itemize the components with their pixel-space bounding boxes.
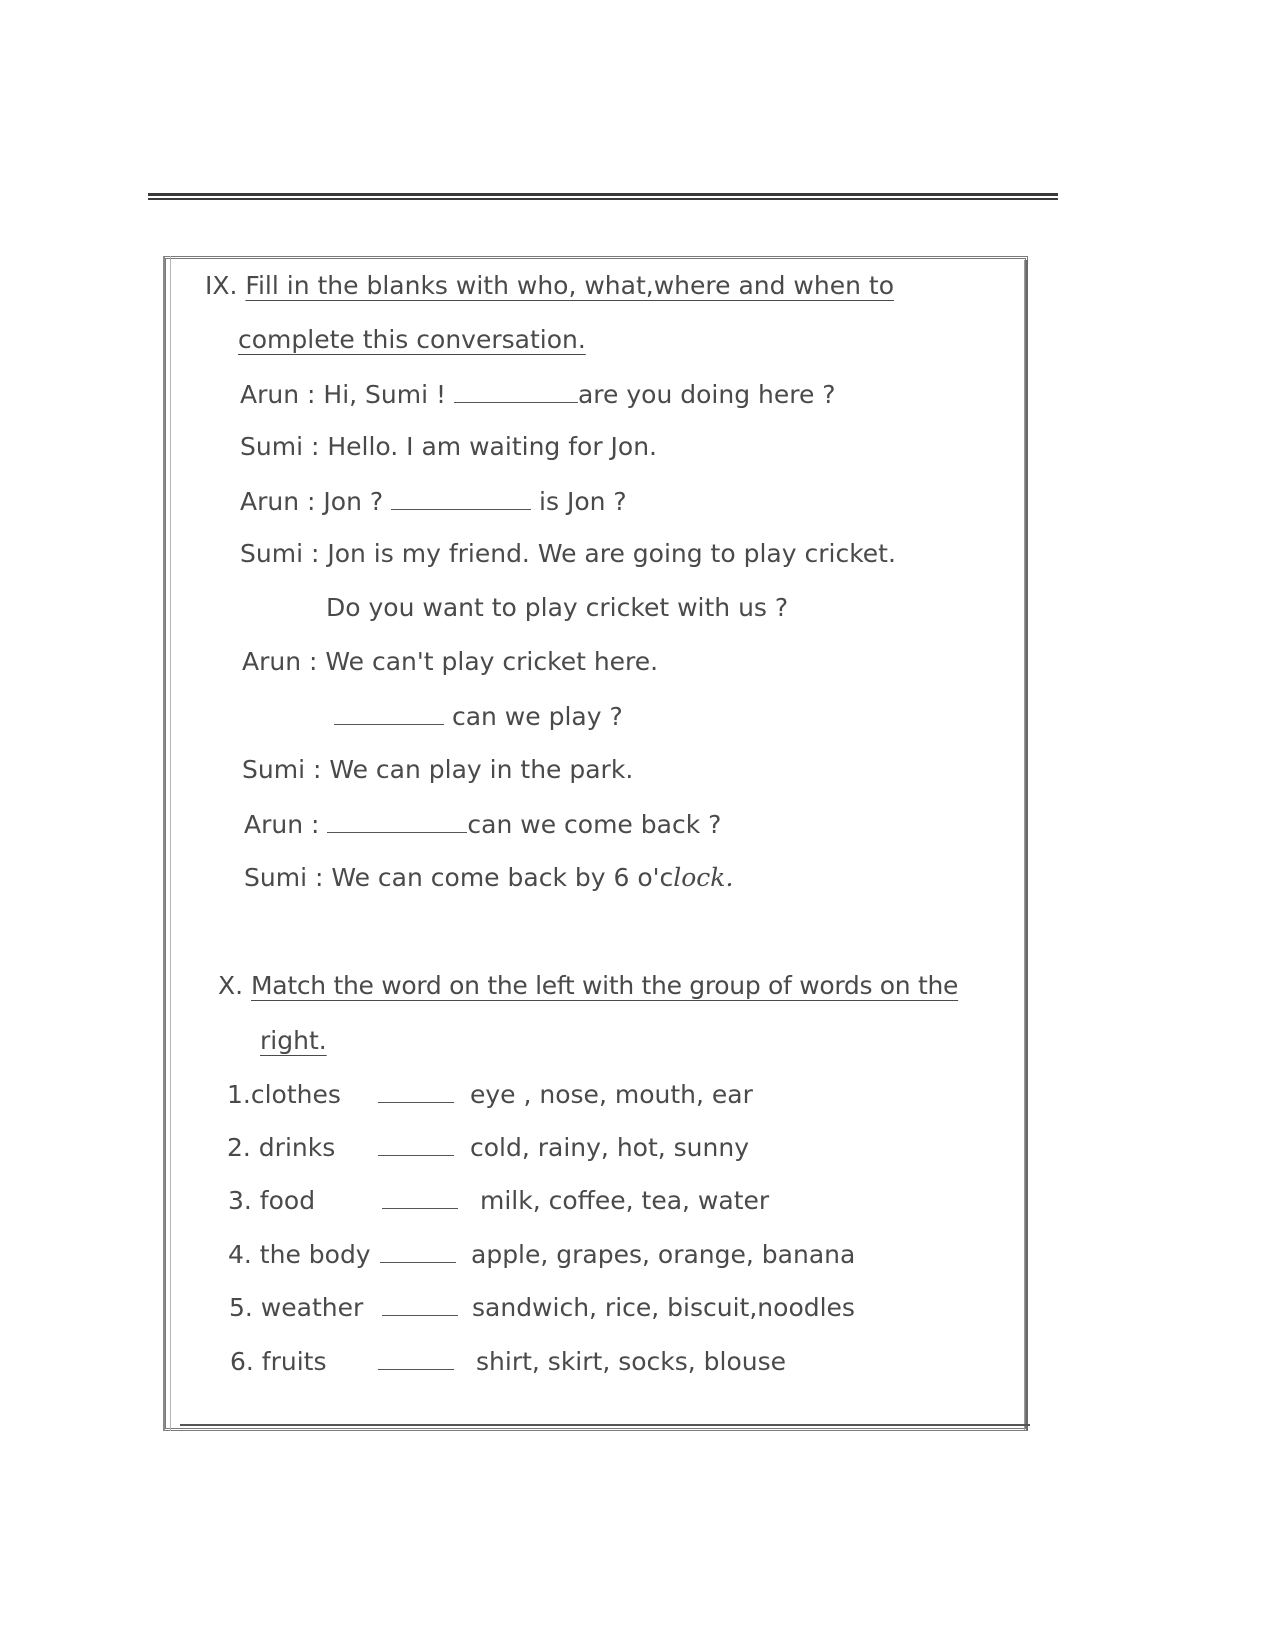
dialogue-text: Do you want to play cricket with us ? (326, 593, 789, 622)
match-blank[interactable] (380, 1240, 456, 1263)
dialogue-text: Hello. I am waiting for Jon. (327, 432, 658, 461)
dialogue-text: We can't play cricket here. (325, 647, 659, 676)
match-left-word: 5. weather (229, 1293, 364, 1322)
answer-blank[interactable] (334, 702, 444, 725)
dialogue-line-4 (240, 540, 896, 568)
dialogue-line-1 (240, 380, 836, 409)
answer-blank[interactable] (327, 810, 467, 833)
match-left-word: 6. fruits (230, 1347, 327, 1376)
dialogue-line-2 (240, 433, 657, 461)
dialogue-text: are you doing here ? (577, 380, 836, 409)
match-blank[interactable] (378, 1347, 454, 1370)
dialogue-text: We can come back by 6 o'c (331, 863, 674, 892)
frame-right-edge (1024, 260, 1028, 1430)
dialogue-line-6 (242, 648, 658, 676)
speaker-label: Arun : (244, 810, 320, 839)
section-ix-numeral: IX. (205, 271, 238, 300)
top-rule (148, 193, 1058, 200)
match-right-group: milk, coffee, tea, water (480, 1186, 770, 1215)
answer-blank[interactable] (454, 380, 578, 403)
answer-blank[interactable] (391, 487, 531, 510)
match-right-group: cold, rainy, hot, sunny (470, 1133, 750, 1162)
match-left-word: 4. the body (228, 1240, 371, 1269)
match-right-group: shirt, skirt, socks, blouse (476, 1347, 787, 1376)
dialogue-text: Hi, Sumi ! (323, 380, 447, 409)
section-ix-heading (205, 272, 894, 300)
handwritten-text: lock. (673, 863, 734, 892)
match-left-word: 2. drinks (227, 1133, 336, 1162)
speaker-label: Sumi : (242, 755, 322, 784)
section-ix-instruction-2: complete this conversation. (238, 325, 586, 354)
match-blank[interactable] (378, 1133, 454, 1156)
dialogue-text: can we come back ? (467, 810, 722, 839)
match-right-group: eye , nose, mouth, ear (470, 1080, 753, 1109)
speaker-label: Arun : (242, 647, 318, 676)
speaker-label: Arun : (240, 380, 316, 409)
match-blank[interactable] (382, 1293, 458, 1316)
dialogue-line-7 (334, 702, 623, 731)
match-right-group: apple, grapes, orange, banana (471, 1240, 856, 1269)
match-blank[interactable] (378, 1080, 454, 1103)
speaker-label: Sumi : (244, 863, 324, 892)
dialogue-text: Jon ? (323, 487, 384, 516)
speaker-label: Arun : (240, 487, 316, 516)
speaker-label: Sumi : (240, 539, 320, 568)
section-x-instruction-2: right. (260, 1026, 327, 1055)
dialogue-line-10 (244, 864, 733, 892)
dialogue-text: Jon is my friend. We are going to play cricket. (327, 539, 896, 568)
dialogue-text: We can play in the park. (329, 755, 634, 784)
section-x-heading (218, 972, 958, 1000)
dialogue-line-3 (240, 487, 627, 516)
frame-bottom-edge (180, 1424, 1030, 1426)
dialogue-line-9 (244, 810, 721, 839)
match-left-word: 1.clothes (227, 1080, 341, 1109)
section-ix-instruction-1: Fill in the blanks with who, what,where and when to (245, 271, 894, 300)
match-blank[interactable] (382, 1186, 458, 1209)
speaker-label: Sumi : (240, 432, 320, 461)
match-left-word: 3. food (228, 1186, 316, 1215)
dialogue-text: is Jon ? (539, 487, 627, 516)
dialogue-line-5 (326, 594, 788, 622)
section-x-instruction-1: Match the word on the left with the group of words on the (251, 971, 959, 1000)
section-x-numeral: X. (218, 971, 244, 1000)
match-right-group: sandwich, rice, biscuit,noodles (472, 1293, 855, 1322)
dialogue-text: can we play ? (451, 702, 623, 731)
dialogue-line-8 (242, 756, 633, 784)
frame-left-edge (163, 256, 171, 1431)
